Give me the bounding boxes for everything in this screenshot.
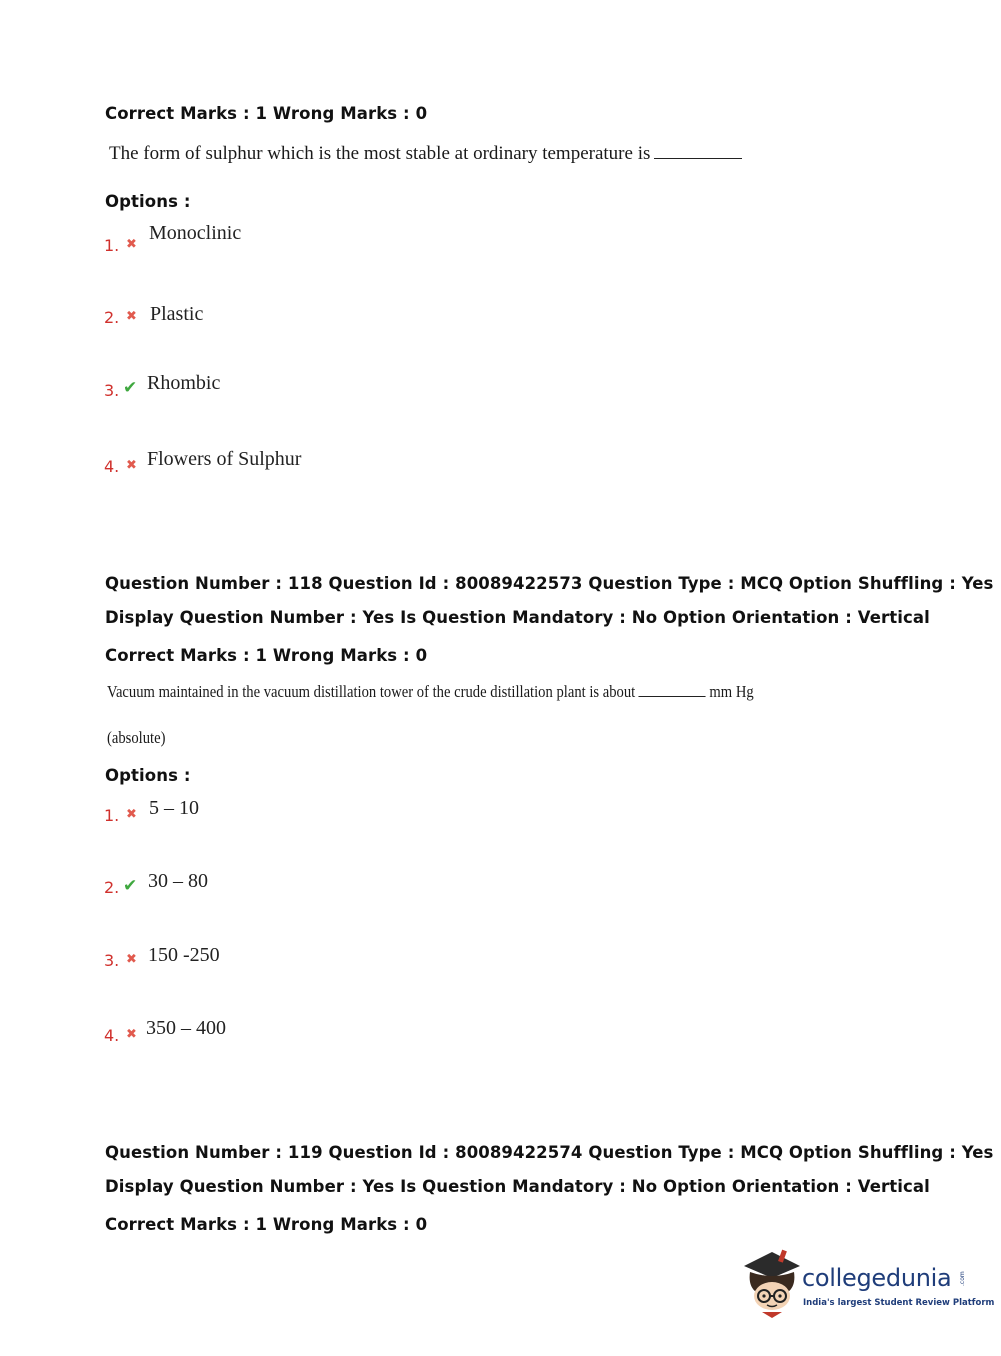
logo-tagline: India's largest Student Review Platform (803, 1298, 995, 1308)
option-number: 4. (104, 457, 120, 476)
question-unit: mm Hg (709, 682, 754, 701)
option-number: 3. (104, 951, 120, 970)
option-item (104, 308, 119, 327)
logo-domain-suffix: .com (959, 1271, 966, 1286)
cross-icon: ✖ (126, 952, 137, 967)
question-text-body: The form of sulphur which is the most stable at ordinary temperature is (109, 143, 651, 164)
option-text: 30 – 80 (148, 870, 208, 892)
cross-icon: ✖ (126, 237, 137, 252)
option-text: Flowers of Sulphur (147, 448, 302, 470)
options-label: Options : (105, 192, 191, 211)
question-text-body: Vacuum maintained in the vacuum distillation tower of the crude distillation plant is about (107, 682, 636, 701)
option-number: 3. (104, 381, 120, 400)
option-item (104, 1026, 119, 1045)
cross-icon: ✖ (126, 458, 137, 473)
question-text-continued: (absolute) (107, 728, 166, 747)
option-text: Plastic (150, 303, 204, 325)
question-header-line-2: Display Question Number : Yes Is Question Mandatory : No Option Orientation : Vertical (105, 1177, 930, 1196)
option-number: 2. (104, 308, 120, 327)
question-header-line-2: Display Question Number : Yes Is Question Mandatory : No Option Orientation : Vertical (105, 608, 930, 627)
option-item (104, 457, 119, 476)
correct-marks-line: Correct Marks : 1 Wrong Marks : 0 (105, 646, 428, 665)
option-number: 2. (104, 878, 120, 897)
correct-marks-line: Correct Marks : 1 Wrong Marks : 0 (105, 1215, 428, 1234)
option-text: Rhombic (147, 372, 221, 394)
mascot-icon (740, 1246, 802, 1318)
option-item (104, 806, 119, 825)
option-number: 4. (104, 1026, 120, 1045)
options-label: Options : (105, 766, 191, 785)
option-item (104, 236, 119, 255)
option-item (104, 951, 119, 970)
option-number: 1. (104, 806, 120, 825)
question-header-line-1: Question Number : 119 Question Id : 80089422574 Question Type : MCQ Option Shuffling : Yes (105, 1143, 994, 1162)
option-text: Monoclinic (149, 222, 242, 244)
option-text: 150 -250 (148, 944, 220, 966)
check-icon: ✔ (123, 876, 138, 896)
correct-marks-line: Correct Marks : 1 Wrong Marks : 0 (105, 104, 428, 123)
question-header-line-1: Question Number : 118 Question Id : 80089422573 Question Type : MCQ Option Shuffling : Yes (105, 574, 994, 593)
question-text (109, 143, 742, 165)
option-item (104, 878, 119, 897)
logo-wordmark: collegedunia (802, 1264, 952, 1292)
option-number: 1. (104, 236, 120, 255)
cross-icon: ✖ (126, 309, 137, 324)
collegedunia-logo (740, 1246, 995, 1318)
cross-icon: ✖ (126, 1027, 137, 1042)
option-item (104, 381, 119, 400)
cross-icon: ✖ (126, 807, 137, 822)
option-text: 5 – 10 (149, 797, 199, 819)
option-text: 350 – 400 (146, 1017, 226, 1039)
check-icon: ✔ (123, 378, 138, 398)
question-text (107, 682, 754, 702)
answer-blank (654, 157, 742, 159)
answer-blank (639, 695, 706, 697)
